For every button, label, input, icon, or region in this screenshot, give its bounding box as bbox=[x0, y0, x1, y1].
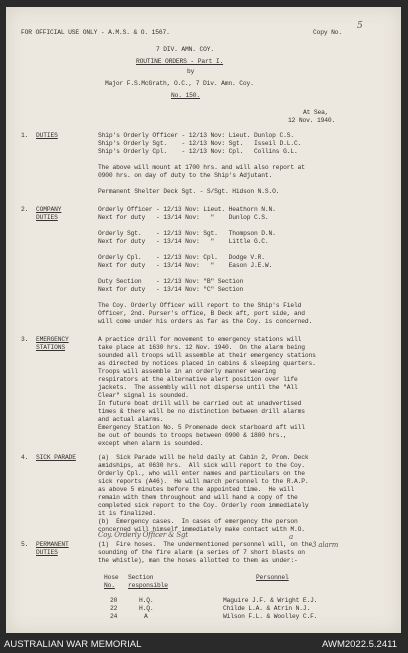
company-note: will come under his orders as far as the Coy. is concerned. bbox=[98, 318, 313, 325]
place: At Sea, bbox=[303, 109, 329, 116]
duty-row: Ship's Orderly Sgt. - 12/13 Nov: Sgt. Isseil D.L.C. bbox=[98, 140, 302, 147]
copy-label: Copy No. bbox=[313, 29, 343, 36]
handwritten-insert: a bbox=[289, 533, 294, 541]
hose-personnel: Childe L.A. & Atrin N.J. bbox=[223, 605, 311, 612]
company-duty-row: Next for duty - 13/14 Nov: " Dunlop C.S. bbox=[98, 214, 269, 221]
hose-section: H.Q. bbox=[139, 605, 154, 612]
company-duty-row: Next for duty - 13/14 Nov: "C" Section bbox=[98, 286, 244, 293]
hose-section: H.Q. bbox=[139, 597, 154, 604]
section-3-heading: EMERGENCY bbox=[36, 336, 69, 343]
emergency-line: Emergency Station No. 5 Promenade deck starboard aft will bbox=[98, 424, 305, 431]
section-1-heading: DUTIES bbox=[36, 132, 58, 139]
duty-row: Ship's Orderly Cpl. - 12/13 Nov: Cpl. Collins G.L. bbox=[98, 148, 298, 155]
sick-parade-line: concerned will himself immediately make contact with M.O. bbox=[98, 526, 305, 533]
sick-parade-line: (b) Emergency cases. In cases of emergency the person bbox=[98, 518, 298, 525]
sick-parade-line: as above 5 minutes before the appointed time. He will bbox=[98, 486, 294, 493]
date: 12 Nov. 1940. bbox=[288, 117, 336, 124]
copy-number-handwritten: 5 bbox=[357, 21, 363, 31]
emergency-line: jackets. The assembly will not disperse until the "All bbox=[98, 384, 298, 391]
handwritten-annotation: Coy. Orderly Officer & Sgt bbox=[98, 531, 188, 539]
section-2-heading: COMPANY bbox=[36, 206, 62, 213]
handwritten-insert: 3 alarm bbox=[312, 541, 339, 549]
sick-parade-line: completed sick report to the Coy. Orderly room immediately bbox=[98, 502, 309, 509]
hose-personnel: Wilson F.L. & Woolley C.F. bbox=[223, 613, 318, 620]
by-line: by bbox=[187, 68, 195, 75]
emergency-line: respirators at the alternative alert position over life bbox=[98, 376, 298, 383]
col-section: Section bbox=[128, 574, 154, 581]
emergency-line: be out of bounds to troops between 0900 & 1800 hrs., bbox=[98, 432, 287, 439]
author-line: Major F.S.McGrath, O.C., 7 Div. Amn. Coy. bbox=[105, 80, 254, 87]
company-duty-row: Orderly Sgt. - 12/13 Nov: Sgt. Thompson D.N. bbox=[98, 230, 276, 237]
duty-note: The above will mount at 1700 hrs. and will also report at bbox=[98, 164, 305, 171]
document-page bbox=[6, 7, 401, 633]
sick-parade-line: sick reports (A46). He will march personnel to the R.A.P. bbox=[98, 478, 309, 485]
duty-note: 0900 hrs. on day of duty to the Ship's Adjutant. bbox=[98, 172, 273, 179]
emergency-line: Troops will assemble in an orderly manner wearing bbox=[98, 368, 276, 375]
hose-section: A bbox=[144, 613, 148, 620]
section-2-heading: DUTIES bbox=[36, 214, 58, 221]
shelter-deck-sgt: Permanent Shelter Deck Sgt. - S/Sgt. Hidson N.S.O. bbox=[98, 188, 280, 195]
emergency-line: sounded all troops will assemble at their emergency stations bbox=[98, 352, 316, 359]
col-hose-sub: No. bbox=[104, 582, 115, 589]
emergency-line: as directed by notices placed in cabins & sleeping quarters. bbox=[98, 360, 316, 367]
order-number: No. 150. bbox=[171, 92, 201, 99]
archive-name: AUSTRALIAN WAR MEMORIAL bbox=[4, 639, 142, 650]
emergency-line: except when alarm is sounded. bbox=[98, 440, 204, 447]
section-3-number: 3. bbox=[21, 336, 29, 343]
section-5-number: 5. bbox=[21, 541, 29, 548]
hose-no: 24 bbox=[110, 613, 118, 620]
company-duty-row: Next for duty - 13/14 Nov: " Eason J.E.W. bbox=[98, 262, 273, 269]
sick-parade-line: it is finalized. bbox=[98, 510, 157, 517]
section-2-number: 2. bbox=[21, 206, 29, 213]
hose-no: 20 bbox=[110, 597, 118, 604]
fire-hose-line: (1) Fire hoses. The undermentioned personnel will, on the bbox=[98, 541, 313, 548]
emergency-line: and actual alarms. bbox=[98, 416, 164, 423]
section-4-number: 4. bbox=[21, 454, 29, 461]
section-1-number: 1. bbox=[21, 132, 29, 139]
sick-parade-line: Orderly Cpl., who will enter names and particulars on the bbox=[98, 470, 305, 477]
duty-row: Ship's Orderly Officer - 12/13 Nov: Lieut. Dunlop C.S. bbox=[98, 132, 294, 139]
fire-hose-line: sounding of the fire alarm (a series of 7 short blasts on bbox=[98, 549, 305, 556]
sick-parade-line: remain with them throughout and will hand a copy of the bbox=[98, 494, 298, 501]
section-5-heading: PERMANENT bbox=[36, 541, 69, 548]
col-section-sub: responsible bbox=[128, 582, 168, 589]
section-3-heading: STATIONS bbox=[36, 344, 66, 351]
col-hose: Hose bbox=[104, 574, 119, 581]
company-duty-row: Next for duty - 13/14 Nov: " Little G.C. bbox=[98, 238, 269, 245]
emergency-line: take place at 1630 hrs. 12 Nov. 1940. On the alarm being bbox=[98, 344, 305, 351]
col-personnel: Personnel bbox=[256, 574, 289, 581]
unit-name: 7 DIV. AMN. COY. bbox=[156, 46, 215, 53]
emergency-line: In future boat drill will be carried out at unadvertised bbox=[98, 400, 302, 407]
emergency-line: Clear" signal is sounded. bbox=[98, 392, 189, 399]
section-5-heading: DUTIES bbox=[36, 549, 58, 556]
hose-personnel: Maguire J.F. & Wright E.J. bbox=[223, 597, 318, 604]
company-note: The Coy. Orderly Officer will report to the Ship's Field bbox=[98, 302, 302, 309]
archive-reference: AWM2022.5.2411 bbox=[322, 639, 397, 650]
hose-no: 22 bbox=[110, 605, 118, 612]
document-title: ROUTINE ORDERS - Part I. bbox=[136, 58, 224, 65]
company-duty-row: Duty Section - 12/13 Nov: "B" Section bbox=[98, 278, 244, 285]
fire-hose-line: the whistle), man the hoses allotted to them as under:- bbox=[98, 557, 298, 564]
emergency-line: times & there will be no distinction between drill alarms bbox=[98, 408, 305, 415]
company-duty-row: Orderly Officer - 12/13 Nov: Lieut. Heathorn N.N. bbox=[98, 206, 276, 213]
sick-parade-line: (a) Sick Parade will be held daily at Cabin 2, Prom. Deck bbox=[98, 454, 309, 461]
company-duty-row: Orderly Cpl. - 12/13 Nov: Cpl. Dodge V.R. bbox=[98, 254, 265, 261]
sick-parade-line: amidships, at 0630 hrs. All sick will report to the Coy. bbox=[98, 462, 305, 469]
company-note: Officer, 2nd. Purser's office, B Deck aft, port side, and bbox=[98, 310, 305, 317]
emergency-line: A practice drill for movement to emergency stations will bbox=[98, 336, 302, 343]
archive-footer bbox=[0, 635, 408, 653]
classification-line: FOR OFFICIAL USE ONLY - A.M.S. & O. 1567. bbox=[21, 29, 170, 36]
section-4-heading: SICK PARADE bbox=[36, 454, 76, 461]
